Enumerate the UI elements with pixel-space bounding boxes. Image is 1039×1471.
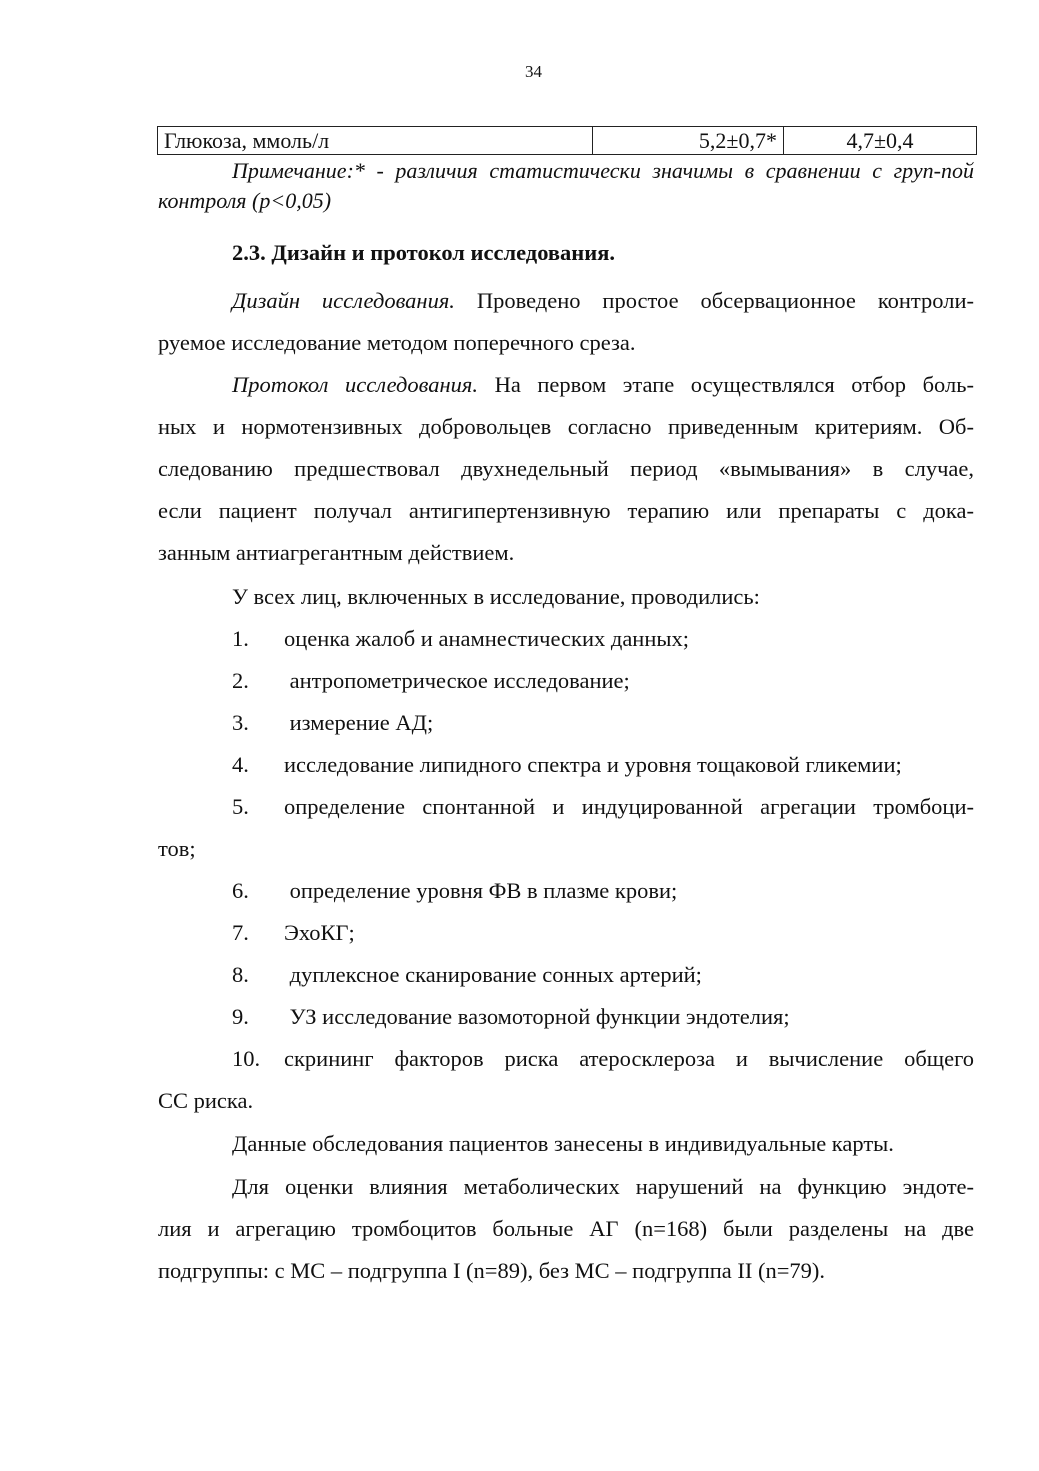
list-item <box>232 954 702 996</box>
protocol-line-5: занным антиагрегантным действием. <box>158 540 515 565</box>
protocol-text-1: На первом этапе осуществлялся отбор боль- <box>478 372 974 397</box>
table-cell-control-value: 4,7±0,4 <box>784 127 977 155</box>
table-cell-parameter: Глюкоза, ммоль/л <box>158 127 593 155</box>
protocol-label: Протокол исследования. <box>232 372 478 397</box>
list-intro: У всех лиц, включенных в исследование, проводились: <box>232 584 760 609</box>
protocol-line-3: следованию предшествовал двухнедельный период «вымывания» в случае, <box>158 456 974 481</box>
list-number: 3. <box>232 710 249 735</box>
note-text: * - различия статистически значимы в сравнении с груп-пой контроля (р<0,05) <box>158 158 974 213</box>
protocol-paragraph <box>158 364 974 574</box>
data-note: Данные обследования пациентов занесены в индивидуальные карты. <box>232 1131 894 1156</box>
table-row <box>158 127 977 155</box>
list-text: скрининг факторов риска атеросклероза и вычисление общего <box>284 1046 974 1071</box>
final-line-1: Для оценки влияния метаболических нарушений на функцию эндоте- <box>232 1174 974 1199</box>
page-number: 34 <box>525 62 542 81</box>
design-line-2: руемое исследование методом поперечного среза. <box>158 330 636 355</box>
final-paragraph <box>158 1166 974 1292</box>
list-continuation: тов; <box>158 836 196 861</box>
list-number: 7. <box>232 920 249 945</box>
list-text: исследование липидного спектра и уровня тощаковой гликемии; <box>284 752 902 777</box>
list-number: 10. <box>232 1046 261 1071</box>
table-cell-group-value: 5,2±0,7* <box>593 127 784 155</box>
list-text: измерение АД; <box>284 710 434 735</box>
list-item <box>232 702 433 744</box>
list-text: оценка жалоб и анамнестических данных; <box>284 626 689 651</box>
protocol-line-4: если пациент получал антигипертензивную терапию или препараты с дока- <box>158 498 974 523</box>
design-label: Дизайн исследования. <box>232 288 455 313</box>
list-item <box>232 870 677 912</box>
list-item <box>232 744 902 786</box>
list-item <box>232 786 974 828</box>
list-continuation: СС риска. <box>158 1088 254 1113</box>
list-number: 2. <box>232 668 249 693</box>
section-heading: 2.3. Дизайн и протокол исследования. <box>232 240 616 265</box>
note-label: Примечание: <box>232 158 354 183</box>
protocol-line-1 <box>158 364 974 406</box>
list-text: определение спонтанной и индуцированной агрегации тромбоци- <box>284 794 974 819</box>
design-paragraph <box>158 280 974 364</box>
list-text: антропометрическое исследование; <box>284 668 630 693</box>
list-item <box>232 912 355 954</box>
list-number: 4. <box>232 752 249 777</box>
list-item <box>232 618 689 660</box>
list-text: дуплексное сканирование сонных артерий; <box>284 962 702 987</box>
list-number: 8. <box>232 962 249 987</box>
design-line-1 <box>158 280 974 322</box>
final-line-2: лия и агрегацию тромбоцитов больные АГ (n=168) были разделены на две <box>158 1216 974 1241</box>
design-text-1: Проведено простое обсервационное контроли- <box>454 288 974 313</box>
list-text: УЗ исследование вазомоторной функции эндотелия; <box>284 1004 790 1029</box>
list-text: определение уровня ФВ в плазме крови; <box>284 878 678 903</box>
list-item <box>232 1038 974 1080</box>
table-note <box>158 156 974 216</box>
list-text: ЭхоКГ; <box>284 920 355 945</box>
list-number: 6. <box>232 878 249 903</box>
data-table <box>157 126 977 155</box>
list-number: 5. <box>232 794 249 819</box>
list-item <box>232 996 790 1038</box>
final-line-3: подгруппы: с МС – подгруппа I (n=89), без МС – подгруппа II (n=79). <box>158 1258 826 1283</box>
list-item <box>232 660 630 702</box>
list-number: 9. <box>232 1004 249 1029</box>
list-number: 1. <box>232 626 249 651</box>
protocol-line-2: ных и нормотензивных добровольцев согласно приведенным критериям. Об- <box>158 414 974 439</box>
